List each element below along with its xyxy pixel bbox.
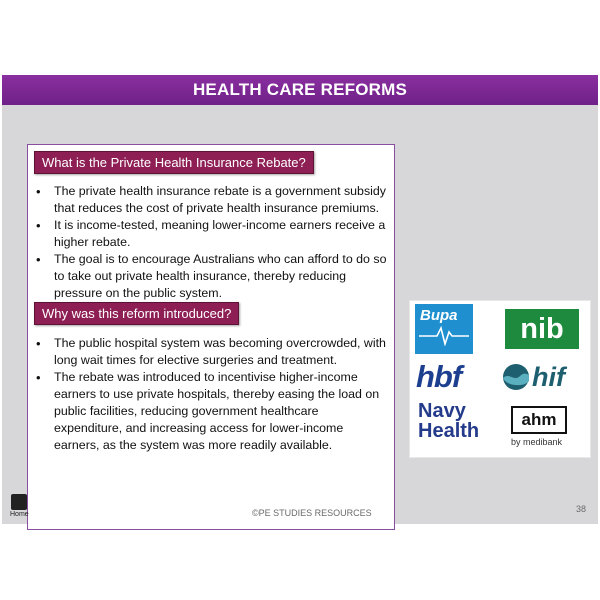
home-label: Home [10,511,29,518]
page-number: 38 [576,504,587,514]
bullet-item: • The goal is to encourage Australians who can afford to do so to take out private health insurance, thereby reducing pressure on the public system. [34,251,388,302]
insurer-logos-panel [409,300,591,458]
hif-logo-text: hif [532,361,565,392]
wave-circle-icon [502,363,530,391]
ahm-by-medibank: by medibank [511,437,563,447]
home-button[interactable] [8,493,30,519]
hbf-logo: hbf [416,359,462,394]
content-box [27,144,395,530]
navy-health-logo [418,401,479,441]
bullet-item: • The public hospital system was becoming overcrowded, with long wait times for elective surgeries and treatment. [34,335,388,369]
heartbeat-icon [419,324,469,346]
rebate-bullet-list [34,183,388,302]
copyright-footer: ©PE STUDIES RESOURCES [252,508,372,518]
why-bullet-list [34,335,388,454]
navy-health-line2: Health [418,420,480,442]
slide [2,75,598,524]
bullet-item: • The private health insurance rebate is a government subsidy that reduces the cost of private health insurance premiums. [34,183,388,217]
home-icon [11,494,27,510]
ahm-logo [511,404,569,452]
question-heading-rebate: What is the Private Health Insurance Rebate? [34,151,314,174]
nib-logo: nib [505,309,579,349]
slide-title: HEALTH CARE REFORMS [192,80,408,99]
bullet-item: • It is income-tested, meaning lower-income earners receive a higher rebate. [34,217,388,251]
navy-health-line1: Navy [418,400,466,422]
question-heading-why: Why was this reform introduced? [34,302,239,325]
bupa-logo [415,304,473,354]
title-bar [2,75,598,105]
hif-logo [502,361,565,393]
ahm-logo-text: ahm [511,406,567,434]
bupa-logo-text: Bupa [420,307,458,324]
bullet-item: • The rebate was introduced to incentivise higher-income earners to use private hospitals, thereby easing the load on public facilities, reducing government healthcare expenditure, and increasing access for lower-income earners, as the system was more readily available. [34,369,388,454]
